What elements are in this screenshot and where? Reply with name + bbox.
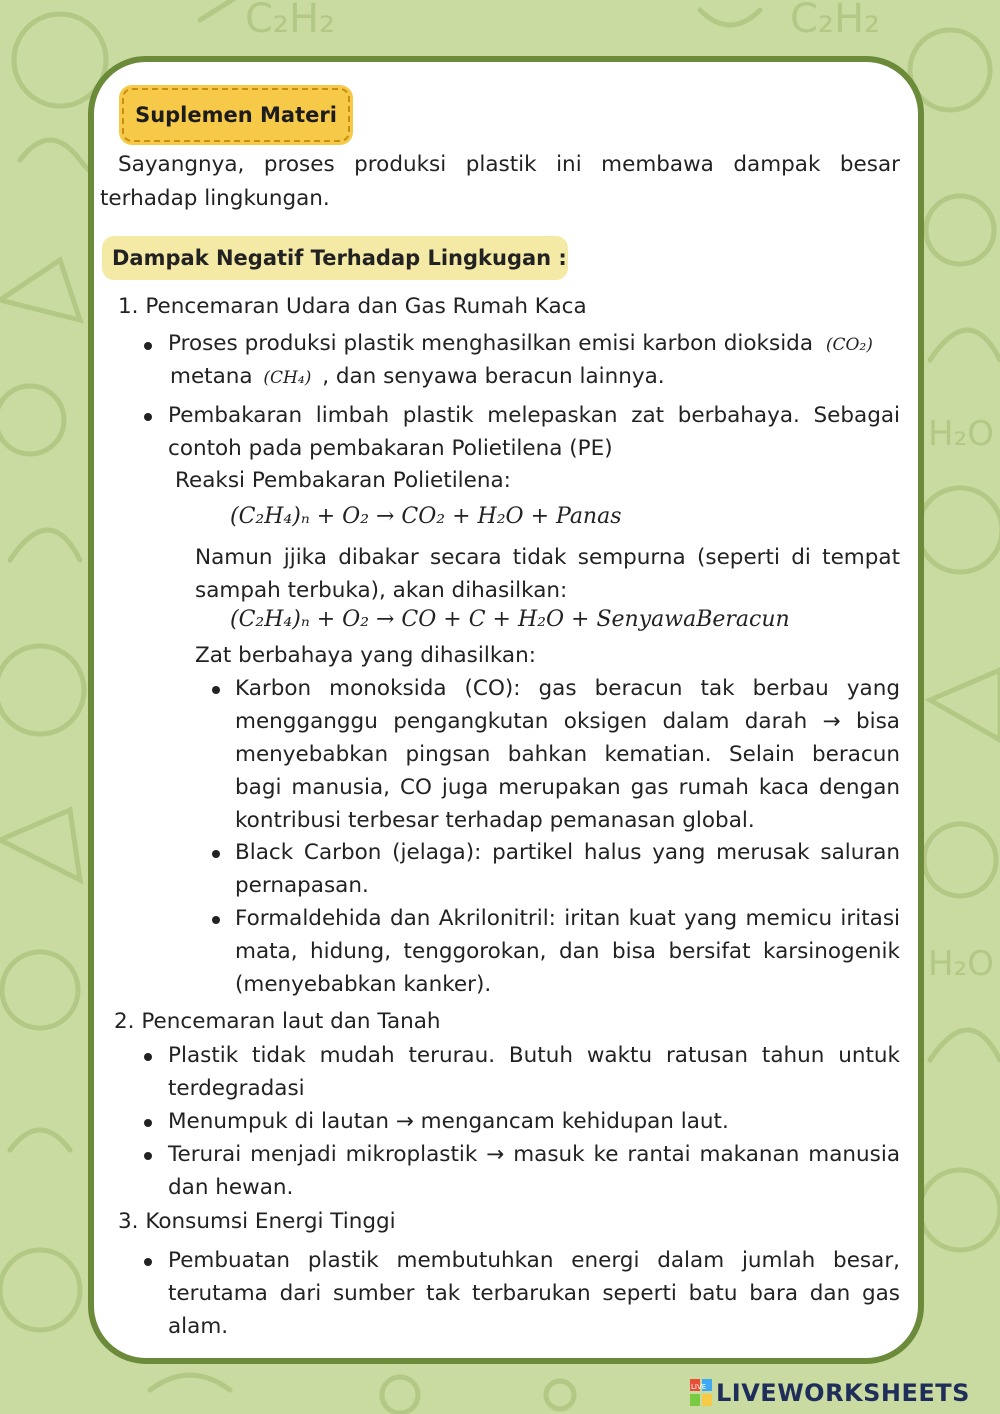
bullet-dot	[144, 1119, 152, 1127]
item1-bullet1-line1	[168, 327, 873, 362]
bullet-dot	[144, 1152, 152, 1160]
incomplete-combustion-text: Namun jjika dibakar secara tidak sempurna (seperti di tempat sampah terbuka), akan dihasilkan:	[195, 545, 900, 603]
svg-text:H₂O: H₂O	[928, 414, 994, 454]
bullet-dot	[144, 342, 152, 350]
metana-label: metana	[170, 364, 253, 389]
intro-paragraph: Sayangnya, proses produksi plastik ini membawa dampak besar terhadap lingkungan.	[100, 152, 900, 211]
svg-text:C₂H₂: C₂H₂	[790, 0, 881, 42]
item2-bullet1: Plastik tidak mudah terurau. Butuh waktu ratusan tahun untuk terdegradasi	[168, 1043, 900, 1101]
bullet-dot	[212, 916, 220, 924]
liveworksheets-logo-icon	[690, 1379, 712, 1407]
hazard-black-carbon: Black Carbon (jelaga): partikel halus yang merusak saluran pernapasan.	[235, 840, 900, 898]
item1-title: 1. Pencemaran Udara dan Gas Rumah Kaca	[118, 294, 587, 319]
item1-bullet2: Pembakaran limbah plastik melepaskan zat berbahaya. Sebagai contoh pada pembakaran Polietilena (PE)	[168, 403, 900, 461]
item3-title: 3. Konsumsi Energi Tinggi	[118, 1209, 396, 1234]
item1-bullet1-line2	[170, 360, 665, 395]
hazard-label: Zat berbahaya yang dihasilkan:	[195, 643, 536, 668]
liveworksheets-brand: LIVEWORKSHEETS	[716, 1379, 970, 1407]
co2-formula: (CO₂)	[825, 335, 873, 355]
bullet-dot	[144, 1053, 152, 1061]
equation-incomplete-combustion: (C₂H₄)ₙ + O₂ → CO + C + H₂O + SenyawaBeracun	[230, 607, 790, 632]
item2-bullet3: Terurai menjadi mikroplastik → masuk ke rantai makanan manusia dan hewan.	[168, 1142, 900, 1200]
item1-bullet1-tail: , dan senyawa beracun lainnya.	[322, 364, 665, 389]
item1-bullet1-text: Proses produksi plastik menghasilkan emisi karbon dioksida	[168, 331, 813, 356]
item2-bullet2: Menumpuk di lautan → mengancam kehidupan laut.	[168, 1109, 729, 1134]
bullet-dot	[144, 413, 152, 421]
bullet-dot	[212, 850, 220, 858]
hazard-carbon-monoxide: Karbon monoksida (CO): gas beracun tak berbau yang mengganggu pengangkutan oksigen dalam darah → bisa menyebabkan pingsan bahkan kematian. Selain beracun bagi manusia, CO juga merupakan gas rumah kaca dengan kontribusi terbesar terhadap pemanasan global.	[235, 676, 900, 833]
hazard-formaldehyde: Formaldehida dan Akrilonitril: iritan kuat yang memicu iritasi mata, hidung, tenggorokan, dan bisa bersifat karsinogenik (menyebabkan kanker).	[235, 906, 900, 997]
bullet-dot	[144, 1258, 152, 1266]
section-heading: Dampak Negatif Terhadap Lingkugan :	[102, 236, 568, 280]
supplement-badge: Suplemen Materi	[122, 88, 350, 142]
bullet-dot	[212, 686, 220, 694]
liveworksheets-logo[interactable]	[690, 1376, 990, 1410]
bg-formula-c2h2: C₂H₂	[245, 0, 336, 42]
equation-complete-combustion: (C₂H₄)ₙ + O₂ → CO₂ + H₂O + Panas	[230, 504, 622, 529]
item2-title: 2. Pencemaran laut dan Tanah	[114, 1009, 441, 1034]
item3-bullet1: Pembuatan plastik membutuhkan energi dalam jumlah besar, terutama dari sumber tak terbarukan seperti batu bara dan gas alam.	[168, 1248, 900, 1339]
svg-text:H₂O: H₂O	[928, 944, 994, 984]
logo-live-mark: LIVE	[691, 1383, 707, 1391]
reaction-label: Reaksi Pembakaran Polietilena:	[175, 468, 511, 493]
ch4-formula: (CH₄)	[263, 368, 312, 388]
